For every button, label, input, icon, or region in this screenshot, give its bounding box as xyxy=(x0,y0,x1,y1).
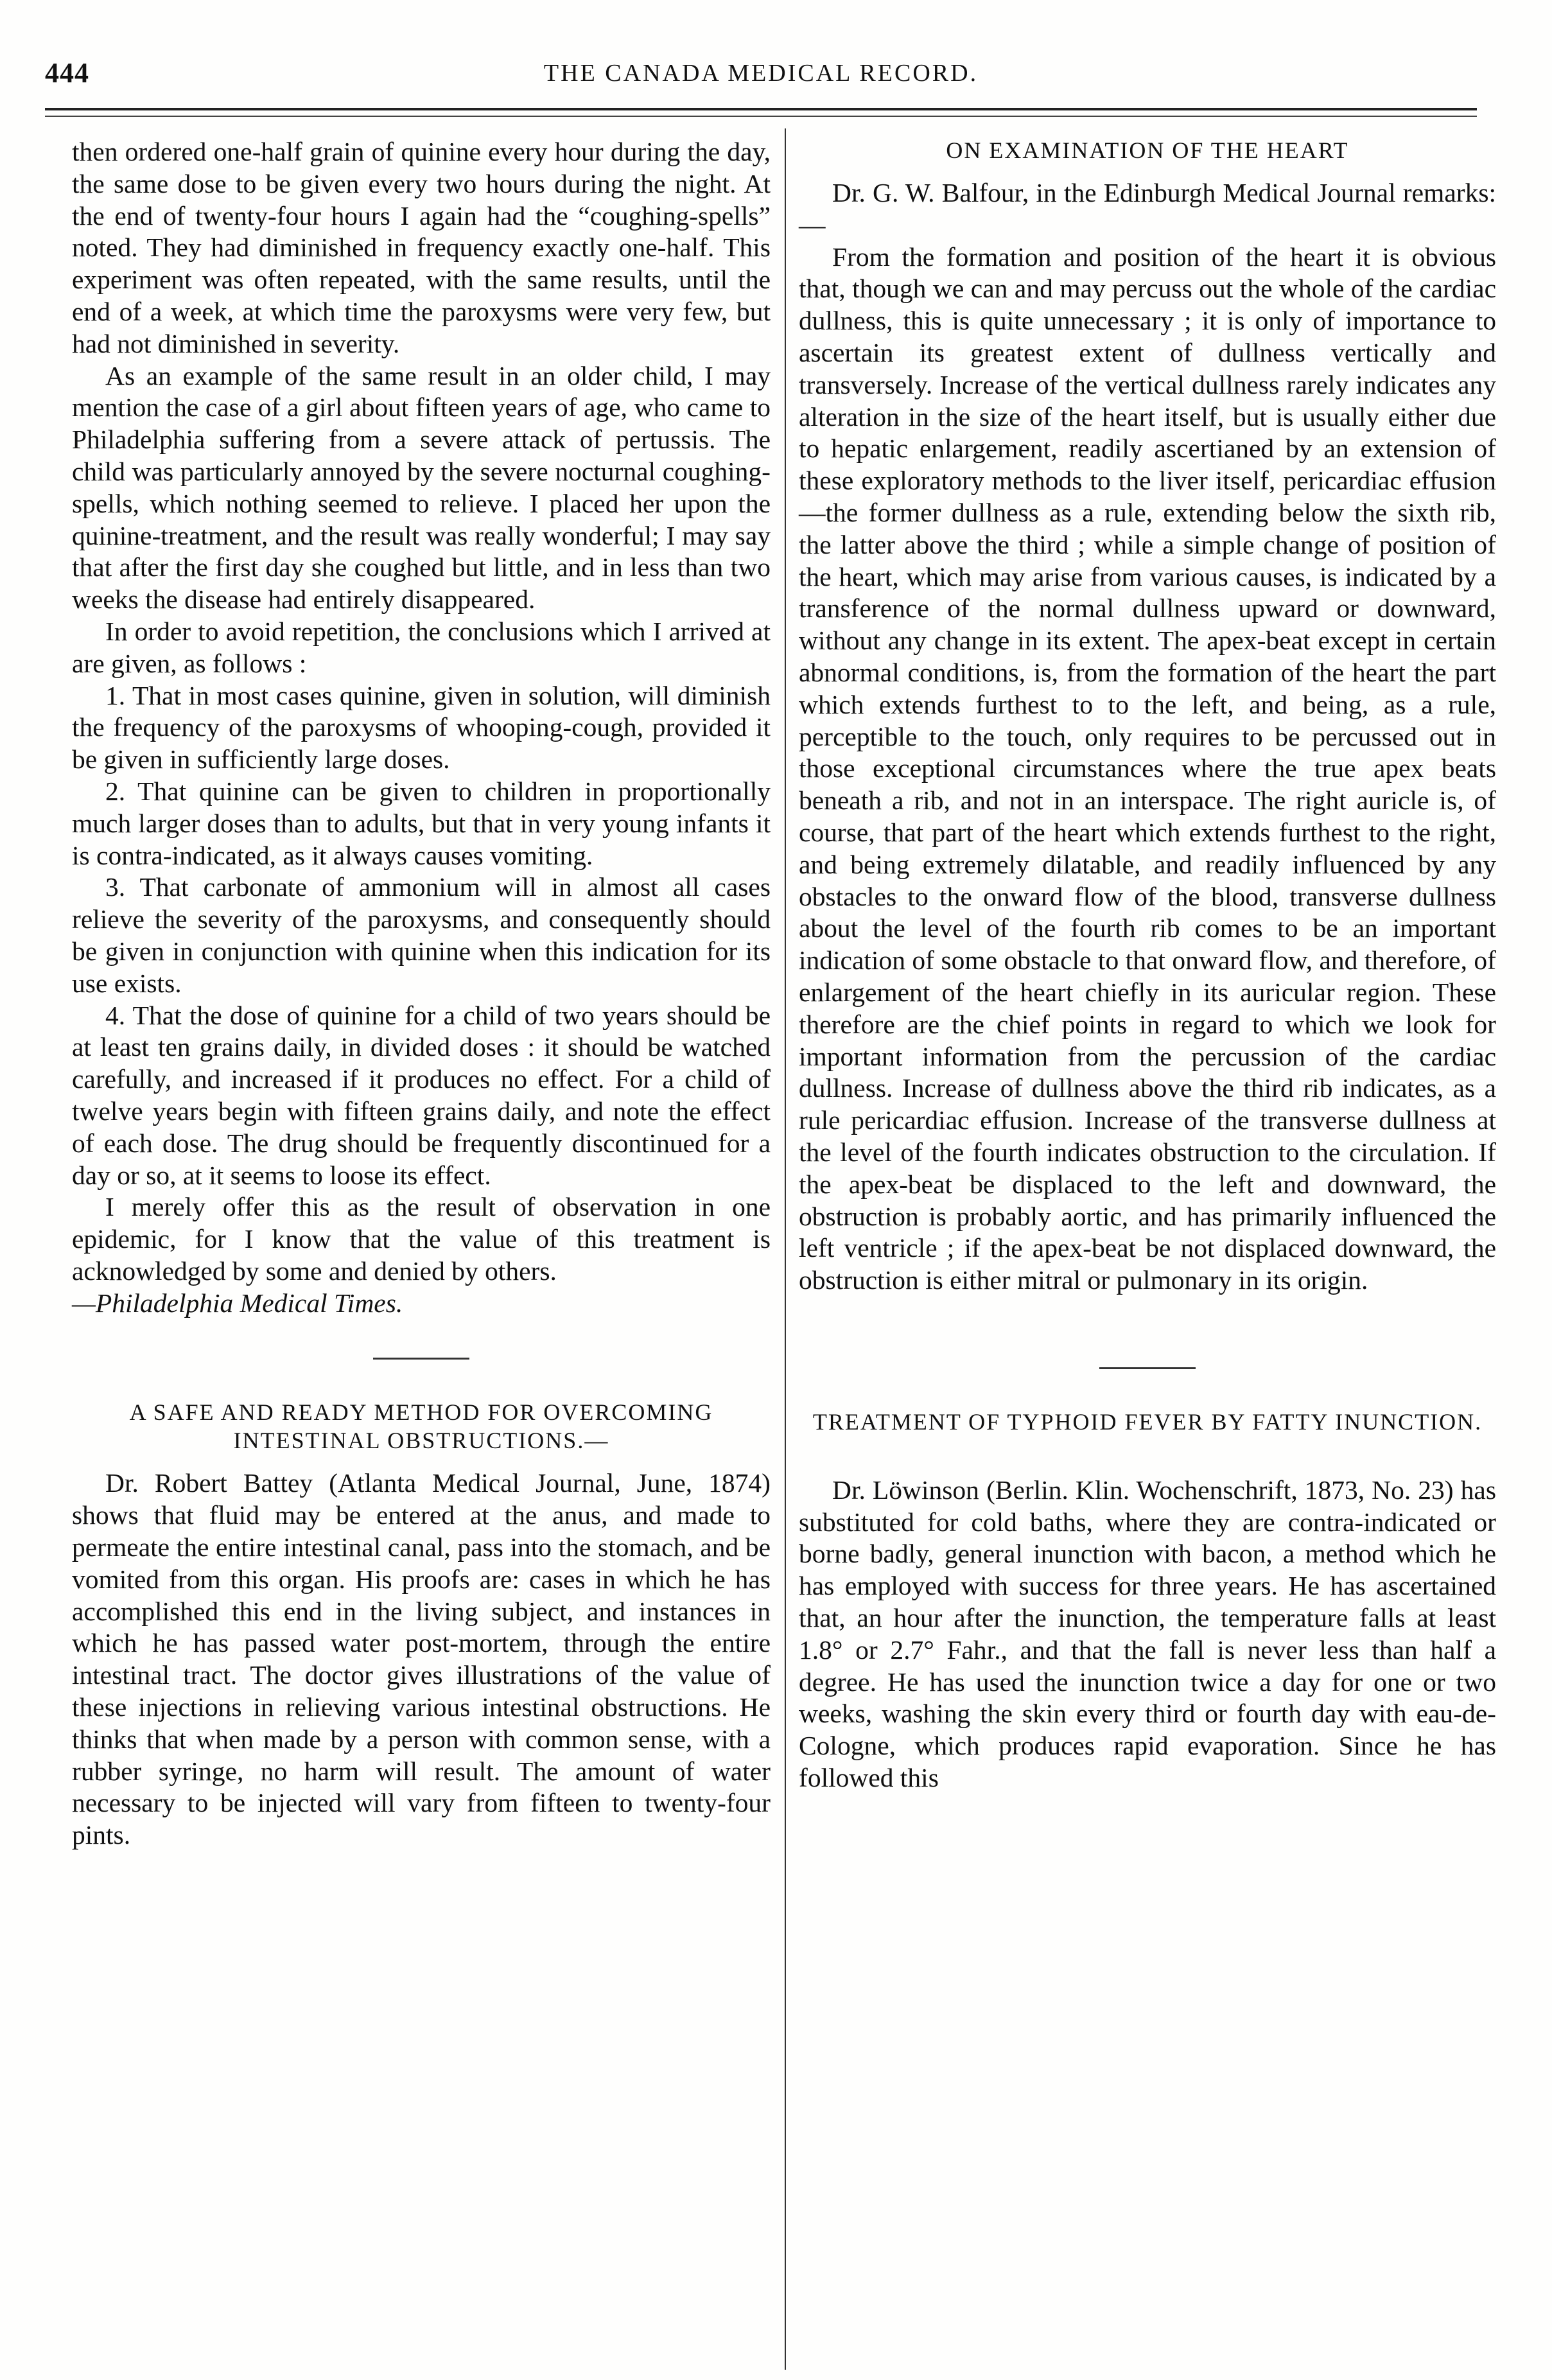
paragraph: From the formation and position of the heart it is obvious that, though we can and may percuss out the whole of the cardiac dullness, this is quite unnecessary ; it is only of importance to ascertain its greatest extent of dullness vertically and transversely. Increase of the vertical dullness rarely indicates any alteration in the size of the heart itself, but is usually either due to hepatic enlargement, readily ascertianed by an extension of these exploratory methods to the liver itself, pericardiac effusion—the former dullness as a rule, extending below the sixth rib, the latter above the third ; while a simple change of position of the heart, which may arise from various causes, is indicated by a transference of the normal dullness upward or downward, without any change in its extent. The apex-beat except in certain abnormal conditions, is, from the formation of the heart the part which extends furthest to to the left, and being, as a rule, perceptible to the touch, only requires to be percussed out in those exceptional circumstances where the true apex beats beneath a rib, and not in an interspace. The right auricle is, of course, that part of the heart which extends furthest to the right, and being extremely dilatable, and readily influenced by any obstacles to the onward flow of the blood, transverse dullness about the level of the fourth rib comes to be an important indication of some obstacle to that onward flow, and therefore, of enlargement of the heart chiefly in its auricular region. These therefore are the chief points in regard to which we look for important information from the percussion of the cardiac dullness. Increase of dullness above the third rib indicates, as a rule pericardiac effusion. Increase of the transverse dullness at the level of the fourth indicates obstruction to the circulation. If the apex-beat be displaced to the left and downward, the obstruction is probably aortic, and has primarily influenced the left ventricle ; if the apex-beat be not displaced downward, the obstruction is either mitral or pulmonary in its origin. xyxy=(799,241,1496,1295)
header-rule-thick xyxy=(45,108,1477,110)
header-rule-thin xyxy=(45,116,1477,117)
list-item: 4. That the dose of quinine for a child of two years should be at least ten grains daily, in divided doses : it should be watched carefully, and increased if it produces no effect. For a child of twelve years begin with fifteen grains daily, and note the effect of each dose. The drug should be frequently discontinued for a day or so, at it seems to loose its effect. xyxy=(72,1000,771,1190)
paragraph: Dr. Robert Battey (Atlanta Medical Journal, June, 1874) shows that fluid may be entered at the anus, and made to permeate the entire intestinal canal, pass into the stomach, and be vomited from this organ. His proofs are: cases in which he has accomplished this end in the living subject, and instances in which he has passed water post-mortem, through the entire intestinal tract. The doctor gives illustrations of the value of these injections in relieving various intestinal obstructions. He thinks that when made by a person with common sense, with a rubber syringe, no harm will result. The amount of water necessary to be injected will vary from fifteen to twenty-four pints. xyxy=(72,1468,771,1850)
list-item: 1. That in most cases quinine, given in solution, will diminish the frequency of the paroxysms of whooping-cough, provided it be given in sufficiently large doses. xyxy=(72,680,771,774)
paragraph: Dr. G. W. Balfour, in the Edinburgh Medical Journal remarks:— xyxy=(799,178,1496,240)
page-header xyxy=(39,57,1483,95)
page-number: 444 xyxy=(45,57,89,89)
source-citation xyxy=(72,1288,771,1320)
section-heading: ON EXAMINATION OF THE HEART xyxy=(946,137,1349,163)
paragraph: then ordered one-half grain of quinine every hour during the day, the same dose to be given every two hours during the night. At the end of twenty-four hours I again had the “coughing-spells” noted. They had diminished in frequency exactly one-half. This experiment was often repeated, with the same results, until the end of a week, at which time the paroxysms were very few, but had not diminished in severity. xyxy=(72,137,771,358)
list-item: 2. That quinine can be given to children in proportionally much larger doses than to adults, but that in very young infants it is contra-indicated, as it always causes vomiting. xyxy=(72,776,771,870)
source-citation-text: —Philadelphia Medical Times. xyxy=(72,1288,403,1318)
paragraph: Dr. Löwinson (Berlin. Klin. Wochenschrift, 1873, No. 23) has substituted for cold baths, where they are contra-indicated or borne badly, general inunction with bacon, a method which he has employed with success for three years. He has ascertained that, an hour after the inunction, the temperature falls at least 1.8° or 2.7° Fahr., and that the fall is never less than half a degree. He has used the inunction twice a day for one or two weeks, washing the skin every third or fourth day with eau-de-Cologne, which produces rapid evaporation. Since he has followed this xyxy=(799,1474,1496,1793)
column-divider xyxy=(785,128,786,2370)
left-column xyxy=(72,136,771,1851)
list-item: 3. That carbonate of ammonium will in almost all cases relieve the severity of the paroxysms, and consequently should be given in conjunction with quinine when this indication for its use exists. xyxy=(72,872,771,998)
section-heading: TREATMENT OF TYPHOID FEVER BY FATTY INUNCTION. xyxy=(812,1408,1483,1435)
paragraph: As an example of the same result in an older child, I may mention the case of a girl about fifteen years of age, who came to Philadelphia suffering from a severe attack of pertussis. The child was particularly annoyed by the severe nocturnal coughing-spells, which nothing seemed to relieve. I placed her upon the quinine-treatment, and the result was really wonderful; I may say that after the first day she coughed but little, and in less than two weeks the disease had entirely disappeared. xyxy=(72,360,771,615)
paragraph: In order to avoid repetition, the conclusions which I arrived at are given, as follows : xyxy=(72,616,771,678)
paragraph: I merely offer this as the result of observation in one epidemic, for I know that the value of this treatment is acknowledged by some and denied by others. xyxy=(72,1192,771,1286)
section-heading: A SAFE AND READY METHOD FOR OVERCOMING INTESTINAL OBSTRUCTIONS.— xyxy=(129,1399,713,1454)
right-column xyxy=(799,136,1496,1794)
running-title: THE CANADA MEDICAL RECORD. xyxy=(543,60,979,87)
